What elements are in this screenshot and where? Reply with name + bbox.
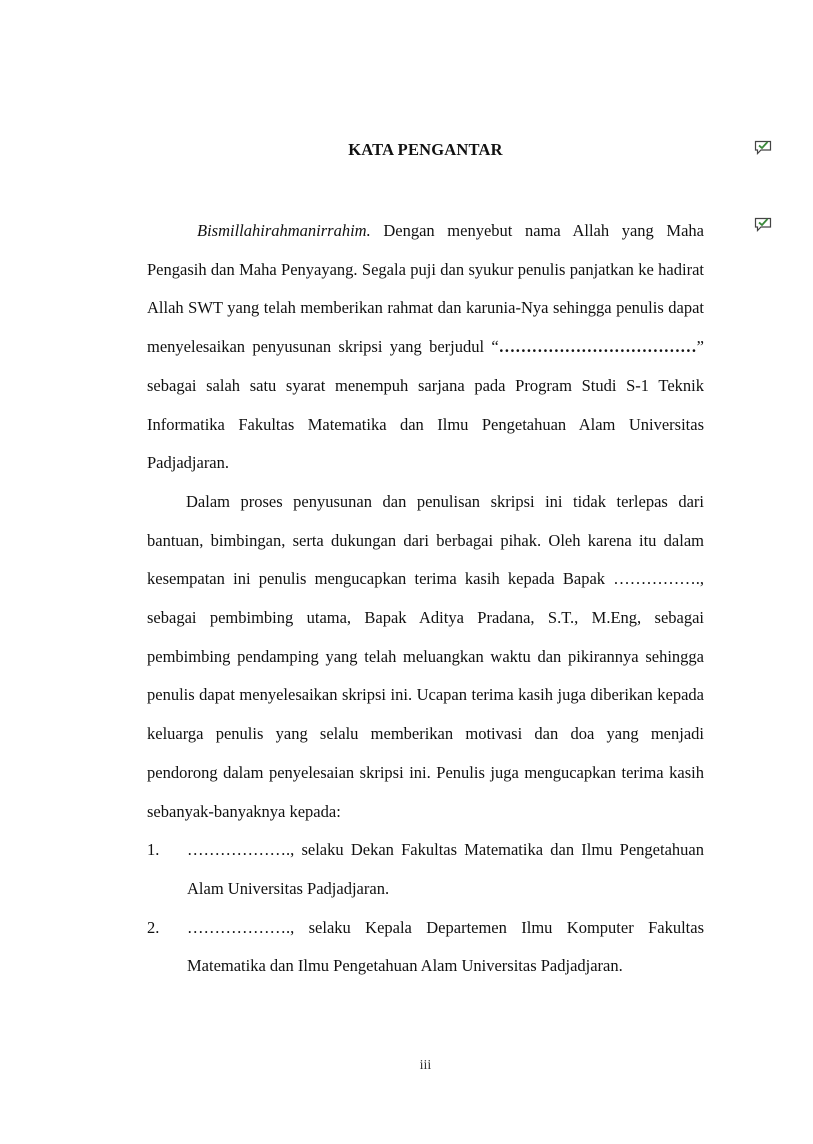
list-item-number: 1. xyxy=(147,840,160,860)
page-title: KATA PENGANTAR xyxy=(348,140,503,159)
document-body xyxy=(147,212,704,986)
list-item xyxy=(147,909,704,986)
comment-icon[interactable] xyxy=(754,139,772,155)
comment-icon[interactable] xyxy=(754,216,772,232)
paragraph-opening xyxy=(147,212,704,483)
thesis-title-placeholder: ……………………………… xyxy=(498,337,697,357)
page-number: iii xyxy=(419,1058,432,1073)
list-item xyxy=(147,831,704,908)
list-item-number: 2. xyxy=(147,917,160,937)
list-item-text: ………………., selaku Dekan Fakultas Matematika dan Ilmu Pengetahuan Alam Universitas Padjadjaran. xyxy=(187,840,704,898)
list-item-text: ………………., selaku Kepala Departemen Ilmu Komputer Fakultas Matematika dan Ilmu Pengetahuan Alam Universitas Padjadjaran. xyxy=(187,917,704,976)
paragraph-text: ” sebagai salah satu syarat menempuh sarjana pada Program Studi S-1 Teknik Informatika Fakultas Matematika dan Ilmu Pengetahuan Alam Universitas Padjadjaran. xyxy=(147,337,704,473)
bismillah-text: Bismillahirahmanirrahim. xyxy=(197,221,371,240)
acknowledgement-list xyxy=(147,831,704,986)
paragraph-acknowledgement: Dalam proses penyusunan dan penulisan skripsi ini tidak terlepas dari bantuan, bimbingan, serta dukungan dari berbagai pihak. Oleh karena itu dalam kesempatan ini penulis mengucapkan terima kasih kepada Bapak ……………., sebagai pembimbing utama, Bapak Aditya Pradana, S.T., M.Eng, sebagai pembimbing pendamping yang telah meluangkan waktu dan pikirannya sehingga penulis dapat menyelesaikan skripsi ini. Ucapan terima kasih juga diberikan kepada keluarga penulis yang selalu memberikan motivasi dan doa yang menjadi pendorong dalam penyelesaian skripsi ini. Penulis juga mengucapkan terima kasih sebanyak-banyaknya kepada: xyxy=(147,491,704,821)
paragraph-text: Dengan menyebut nama Allah yang Maha Pengasih dan Maha Penyayang. Segala puji dan syukur penulis panjatkan ke hadirat Allah SWT yang telah memberikan rahmat dan karunia-Nya sehingga penulis dapat menyelesaikan penyusunan skripsi yang berjudul “ xyxy=(147,221,704,357)
